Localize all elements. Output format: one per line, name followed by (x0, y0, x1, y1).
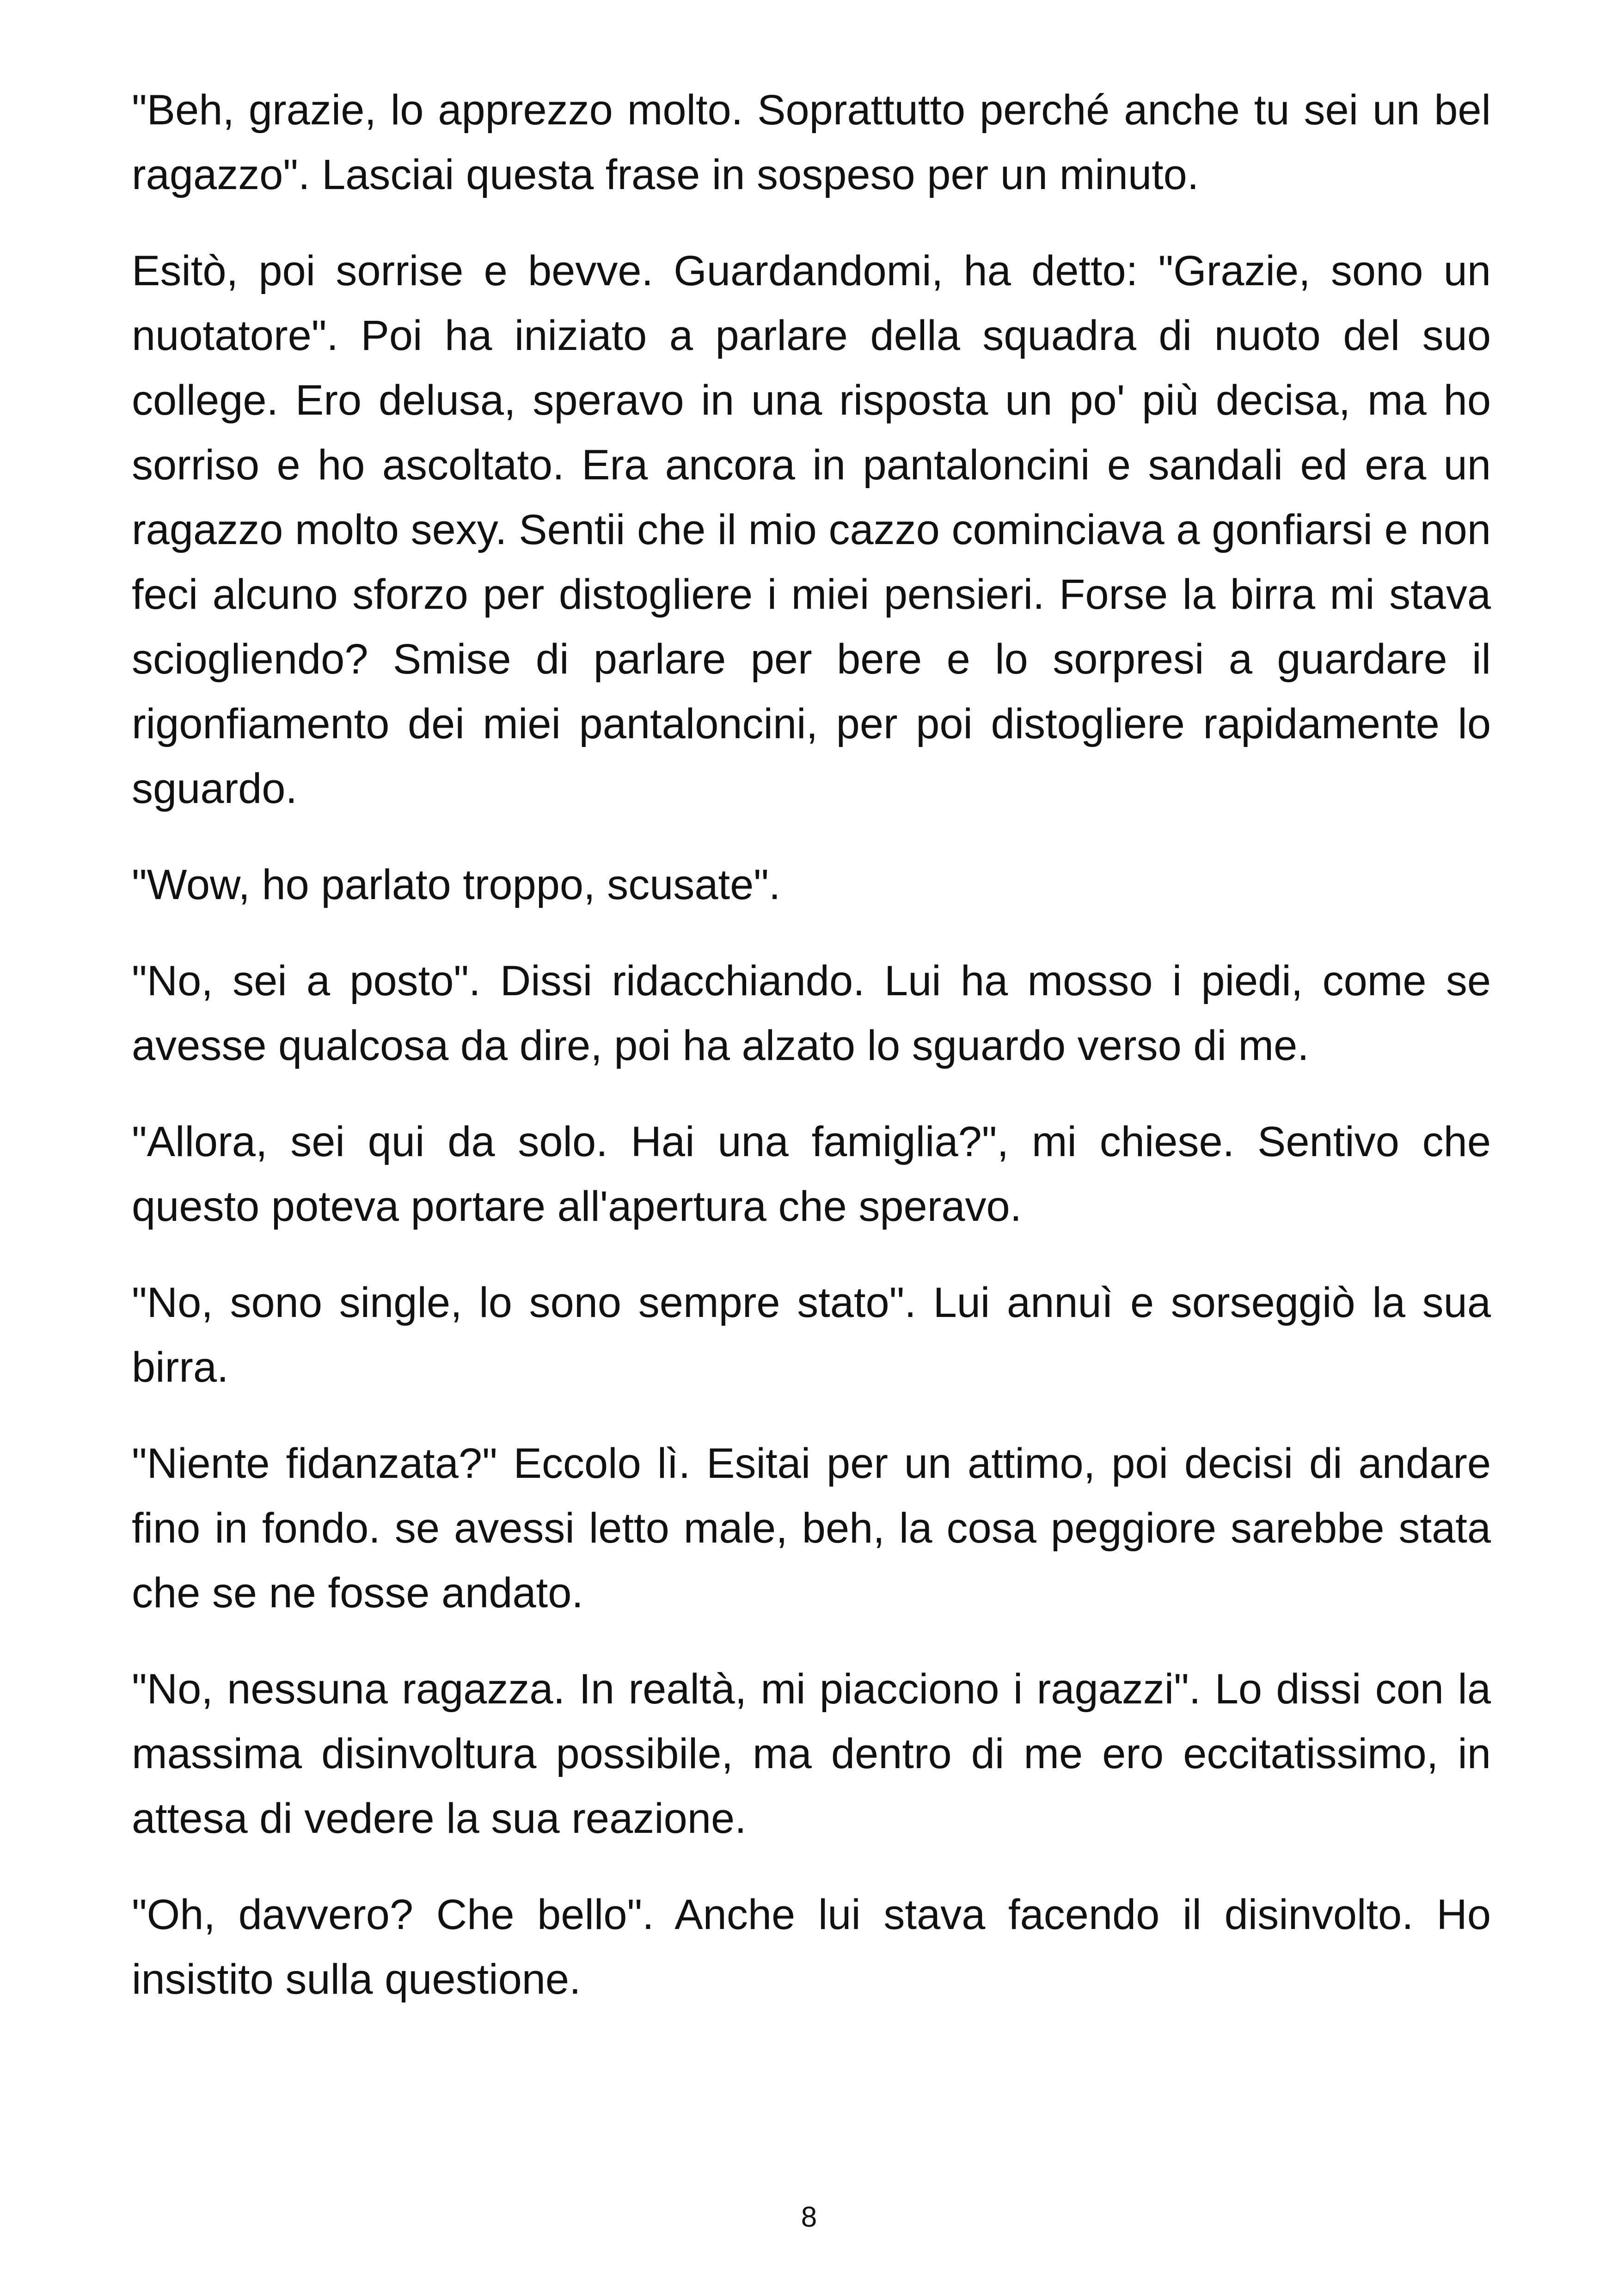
paragraph: "Oh, davvero? Che bello". Anche lui stava facendo il disinvolto. Ho insistito sulla questione. (132, 1891, 1491, 2003)
paragraph: "Niente fidanzata?" Eccolo lì. Esitai per un attimo, poi decisi di andare fino in fondo. se avessi letto male, beh, la cosa peggiore sarebbe stata che se ne fosse andato. (132, 1440, 1491, 1616)
page-number: 8 (801, 2201, 817, 2233)
paragraph: "No, nessuna ragazza. In realtà, mi piacciono i ragazzi". Lo dissi con la massima disinvoltura possibile, ma dentro di me ero eccitatissimo, in attesa di vedere la sua reazione. (132, 1665, 1491, 1842)
paragraph: "Beh, grazie, lo apprezzo molto. Soprattutto perché anche tu sei un bel ragazzo". Lasciai questa frase in sospeso per un minuto. (132, 86, 1491, 198)
body-text (132, 78, 1491, 2043)
paragraph: "No, sei a posto". Dissi ridacchiando. Lui ha mosso i piedi, come se avesse qualcosa da dire, poi ha alzato lo sguardo verso di me. (132, 957, 1491, 1069)
paragraph: Esitò, poi sorrise e bevve. Guardandomi, ha detto: "Grazie, sono un nuotatore". Poi ha iniziato a parlare della squadra di nuoto del suo college. Ero delusa, speravo in una risposta un po' più decisa, ma ho sorriso e ho ascoltato. Era ancora in pantaloncini e sandali ed era un ragazzo molto sexy. Sentii che il mio cazzo cominciava a gonfiarsi e non feci alcuno sforzo per distogliere i miei pensieri. Forse la birra mi stava sciogliendo? Smise di parlare per bere e lo sorpresi a guardare il rigonfiamento dei miei pantaloncini, per poi distogliere rapidamente lo sguardo. (132, 247, 1491, 812)
paragraph: "Wow, ho parlato troppo, scusate". (132, 861, 781, 908)
paragraph: "No, sono single, lo sono sempre stato". Lui annuì e sorseggiò la sua birra. (132, 1279, 1491, 1391)
paragraph: "Allora, sei qui da solo. Hai una famiglia?", mi chiese. Sentivo che questo poteva portare all'apertura che speravo. (132, 1118, 1491, 1230)
